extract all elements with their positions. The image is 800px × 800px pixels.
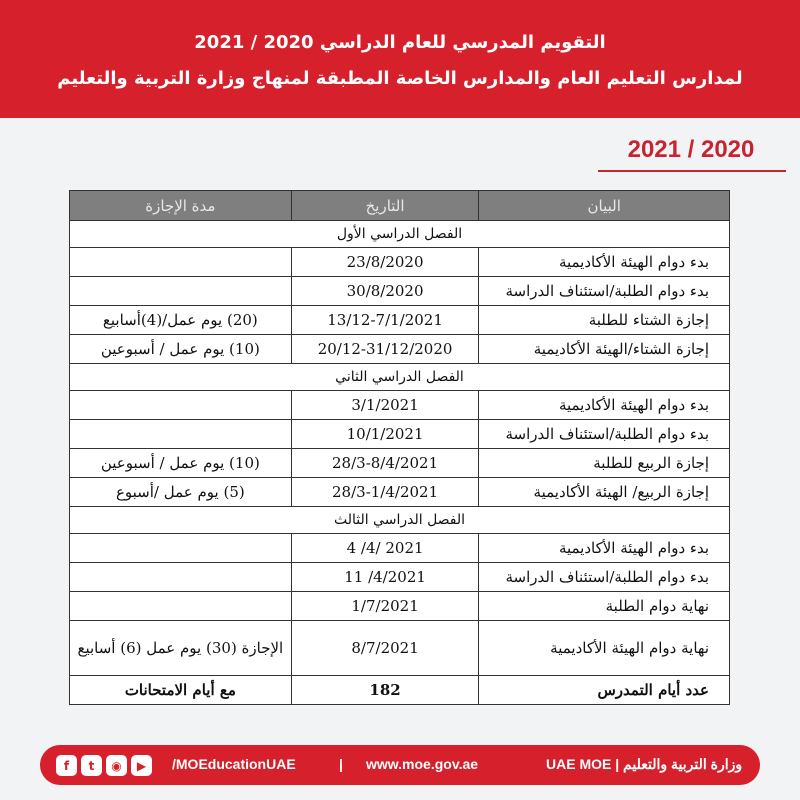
- table-row: [70, 534, 730, 563]
- cell-date: 13/12-7/1/2021: [291, 306, 479, 335]
- cell-duration: (5) يوم عمل /أسبوع: [70, 478, 292, 507]
- cell-item: إجازة الربيع للطلبة: [479, 449, 730, 478]
- cell-date: 11 /4/2021: [291, 563, 479, 592]
- cell-date: 20/12-31/12/2020: [291, 335, 479, 364]
- cell-duration: [70, 592, 292, 621]
- cell-duration: (10) يوم عمل / أسبوعين: [70, 335, 292, 364]
- table-row: [70, 248, 730, 277]
- footer-separator: |: [339, 756, 343, 772]
- social-handle[interactable]: /MOEducationUAE: [172, 756, 296, 772]
- table-row: [70, 277, 730, 306]
- cell-date: 3/1/2021: [291, 391, 479, 420]
- cell-item: بدء دوام الطلبة/استئناف الدراسة: [479, 277, 730, 306]
- semester-title-row: [70, 364, 730, 391]
- cell-duration: (10) يوم عمل / أسبوعين: [70, 449, 292, 478]
- cell-item: بدء دوام الطلبة/استئناف الدراسة: [479, 563, 730, 592]
- cell-duration: [70, 248, 292, 277]
- table-row: [70, 449, 730, 478]
- cell-date: 28/3-8/4/2021: [291, 449, 479, 478]
- cell-date: 10/1/2021: [291, 420, 479, 449]
- cell-duration: [70, 391, 292, 420]
- cell-date: 8/7/2021: [291, 621, 479, 676]
- table-row: [70, 420, 730, 449]
- youtube-icon[interactable]: ▶: [131, 755, 152, 776]
- semester-title: الفصل الدراسي الثاني: [70, 364, 730, 391]
- cell-duration: (20) يوم عمل/(4)أسابيع: [70, 306, 292, 335]
- cell-item: إجازة الشتاء للطلبة: [479, 306, 730, 335]
- total-days: 182: [291, 676, 479, 705]
- semester-title: الفصل الدراسي الأول: [70, 221, 730, 248]
- table-row: [70, 391, 730, 420]
- cell-date: 23/8/2020: [291, 248, 479, 277]
- instagram-icon[interactable]: ◉: [106, 755, 127, 776]
- footer-bar: [40, 745, 760, 785]
- semester-title-row: [70, 221, 730, 248]
- cell-duration: الإجازة (30) يوم عمل (6) أسابيع: [70, 621, 292, 676]
- cell-item: بدء دوام الطلبة/استئناف الدراسة: [479, 420, 730, 449]
- table-row: [70, 563, 730, 592]
- cell-item: نهاية دوام الطلبة: [479, 592, 730, 621]
- cell-duration: [70, 420, 292, 449]
- cell-item: بدء دوام الهيئة الأكاديمية: [479, 534, 730, 563]
- cell-duration: [70, 534, 292, 563]
- calendar-table: [69, 190, 730, 705]
- facebook-icon[interactable]: f: [56, 755, 77, 776]
- website-link[interactable]: www.moe.gov.ae: [366, 756, 479, 772]
- table-header-row: [70, 191, 730, 221]
- ministry-name: وزارة التربية والتعليم | UAE MOE: [546, 756, 743, 772]
- table-row: [70, 621, 730, 676]
- column-header-date: التاريخ: [291, 191, 479, 221]
- cell-date: 4 /4/ 2021: [291, 534, 479, 563]
- header-banner: [0, 0, 800, 118]
- cell-item: بدء دوام الهيئة الأكاديمية: [479, 248, 730, 277]
- year-badge: 2021 / 2020: [627, 136, 755, 163]
- cell-duration: [70, 563, 292, 592]
- year-underline: [598, 170, 786, 172]
- page-title: التقويم المدرسي للعام الدراسي 2020 / 2021: [194, 32, 606, 53]
- cell-item: إجازة الربيع/ الهيئة الأكاديمية: [479, 478, 730, 507]
- cell-item: بدء دوام الهيئة الأكاديمية: [479, 391, 730, 420]
- cell-date: 30/8/2020: [291, 277, 479, 306]
- cell-item: إجازة الشتاء/الهيئة الأكاديمية: [479, 335, 730, 364]
- semester-title-row: [70, 507, 730, 534]
- cell-date: 28/3-1/4/2021: [291, 478, 479, 507]
- cell-item: نهاية دوام الهيئة الأكاديمية: [479, 621, 730, 676]
- social-links: [56, 755, 152, 776]
- table-row: [70, 335, 730, 364]
- table-row: [70, 306, 730, 335]
- column-header-item: البيان: [479, 191, 730, 221]
- page-subtitle: لمدارس التعليم العام والمدارس الخاصة المطبقة لمنهاج وزارة التربية والتعليم: [57, 68, 743, 89]
- cell-date: 1/7/2021: [291, 592, 479, 621]
- twitter-icon[interactable]: t: [81, 755, 102, 776]
- total-note: مع أيام الامتحانات: [70, 676, 292, 705]
- cell-duration: [70, 277, 292, 306]
- total-row: [70, 676, 730, 705]
- table-row: [70, 592, 730, 621]
- column-header-duration: مدة الإجازة: [70, 191, 292, 221]
- total-label: عدد أيام التمدرس: [479, 676, 730, 705]
- table-row: [70, 478, 730, 507]
- semester-title: الفصل الدراسي الثالث: [70, 507, 730, 534]
